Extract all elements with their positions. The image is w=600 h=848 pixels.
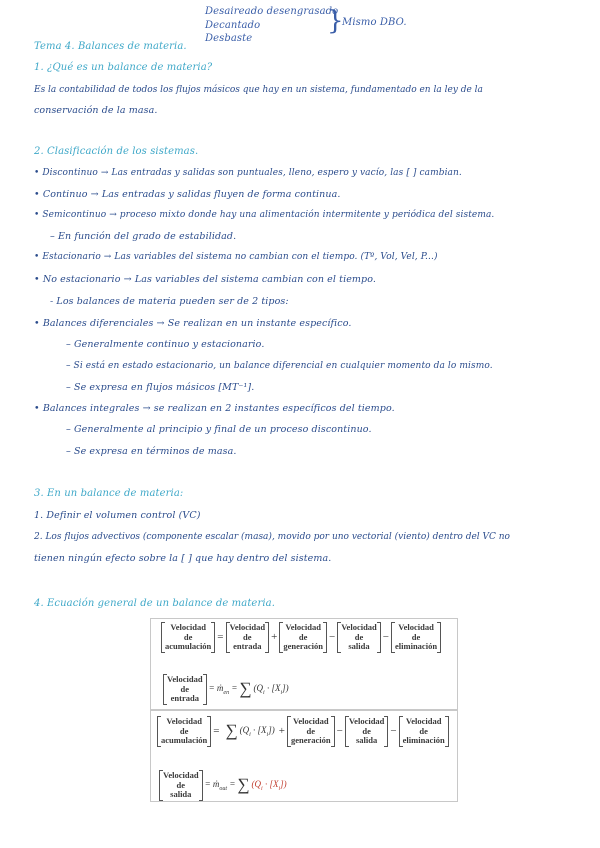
- term-generation-2: Velocidad de generación: [290, 716, 331, 745]
- s2-line-14: – Se expresa en términos de masa.: [66, 446, 237, 457]
- sum-expression-red: $(Q_i \cdot [X_i])$: [251, 778, 287, 792]
- s1-question: 1. ¿Qué es un balance de materia?: [34, 62, 213, 73]
- term-output: Velocidad de salida: [341, 622, 377, 651]
- s2-line-7: - Los balances de materia pueden ser de 2 tipos:: [50, 296, 289, 307]
- page-title: Tema 4. Balances de materia.: [34, 41, 187, 52]
- op-plus-2: +: [278, 725, 285, 738]
- op-plus: +: [271, 631, 278, 644]
- s4-heading: 4. Ecuación general de un balance de materia.: [34, 598, 275, 609]
- top-note-side: Mismo DBO.: [342, 17, 407, 28]
- equation-box-output: [150, 710, 458, 802]
- equation-outflow-row: [161, 771, 287, 800]
- op-minus-3: −: [336, 725, 343, 738]
- s2-line-4: – En función del grado de estabilidad.: [50, 231, 237, 242]
- term-elimination: Velocidad de eliminación: [395, 622, 438, 651]
- op-equals: =: [217, 631, 224, 644]
- sigma-icon: ∑: [239, 679, 252, 699]
- mass-flow-in: = ṁ$_{en}$ =: [208, 682, 238, 696]
- op-minus-4: −: [390, 725, 397, 738]
- op-equals-2: =: [213, 725, 220, 738]
- sum-expression-2: $(Q_i \cdot [X_i])$: [239, 724, 275, 738]
- equation-general-row: [163, 623, 439, 652]
- s3-line-1: 1. Definir el volumen control (VC): [34, 510, 201, 521]
- equation-box-general: [150, 618, 458, 710]
- term-input-sub: Velocidad de entrada: [167, 674, 203, 703]
- term-elimination-2: Velocidad de eliminación: [402, 716, 445, 745]
- s3-line-2: 2. Los flujos advectivos (componente escalar (masa), movido por uno vectorial (viento) dentro del VC no: [34, 532, 510, 542]
- s2-line-3: • Semicontinuo → proceso mixto donde hay una alimentación intermitente y periódica del sistema.: [34, 210, 495, 220]
- s3-line-3: tienen ningún efecto sobre la [ ] que hay dentro del sistema.: [34, 553, 332, 564]
- s2-line-5: • Estacionario → Las variables del sistema no cambian con el tiempo. (Tº, Vol, Vel, P...): [34, 252, 438, 262]
- equation-output-row: [159, 717, 447, 746]
- s2-line-8: • Balances diferenciales → Se realizan en un instante específico.: [34, 318, 352, 329]
- sigma-icon-3: ∑: [237, 775, 250, 795]
- sigma-icon-2: ∑: [225, 721, 238, 741]
- sum-expression: $(Q_i \cdot [X_i])$: [253, 682, 289, 696]
- equation-input-row: [165, 675, 289, 704]
- s1-answer-1: Es la contabilidad de todos los flujos másicos que hay en un sistema, fundamentado en la ley de la: [34, 85, 483, 95]
- s2-line-2: • Continuo → Las entradas y salidas fluyen de forma continua.: [34, 189, 341, 200]
- mass-flow-out: = ṁ$_{out}$ =: [204, 778, 236, 792]
- term-input: Velocidad de entrada: [229, 622, 266, 651]
- s2-line-13: – Generalmente al principio y final de un proceso discontinuo.: [66, 424, 372, 435]
- op-minus: −: [328, 631, 336, 644]
- term-accumulation: Velocidad de acumulación: [165, 622, 212, 651]
- term-generation: Velocidad de generación: [283, 622, 323, 651]
- brace-icon: }: [327, 6, 344, 36]
- top-note-3: Desbaste: [205, 33, 253, 44]
- s2-line-6: • No estacionario → Las variables del sistema cambian con el tiempo.: [34, 274, 376, 285]
- s2-line-9: – Generalmente continuo y estacionario.: [66, 339, 265, 350]
- s2-line-1: • Discontinuo → Las entradas y salidas son puntuales, lleno, espero y vacío, las [ ] cambian.: [34, 168, 462, 178]
- term-accumulation-2: Velocidad de acumulación: [161, 716, 208, 745]
- s3-heading: 3. En un balance de materia:: [34, 488, 184, 499]
- term-output-2: Velocidad de salida: [348, 716, 385, 745]
- s2-line-12: • Balances integrales → se realizan en 2 instantes específicos del tiempo.: [34, 403, 395, 414]
- s1-answer-2: conservación de la masa.: [34, 105, 158, 116]
- top-note-1: Desaireado desengrasado: [205, 6, 339, 17]
- s2-line-10: – Si está en estado estacionario, un balance diferencial en cualquier momento da lo mismo.: [66, 361, 493, 371]
- s2-line-11: – Se expresa en flujos másicos [MT⁻¹].: [66, 382, 255, 393]
- op-minus-2: −: [382, 631, 390, 644]
- term-output-sub: Velocidad de salida: [163, 770, 199, 799]
- s2-heading: 2. Clasificación de los sistemas.: [34, 146, 199, 157]
- top-note-2: Decantado: [205, 20, 261, 31]
